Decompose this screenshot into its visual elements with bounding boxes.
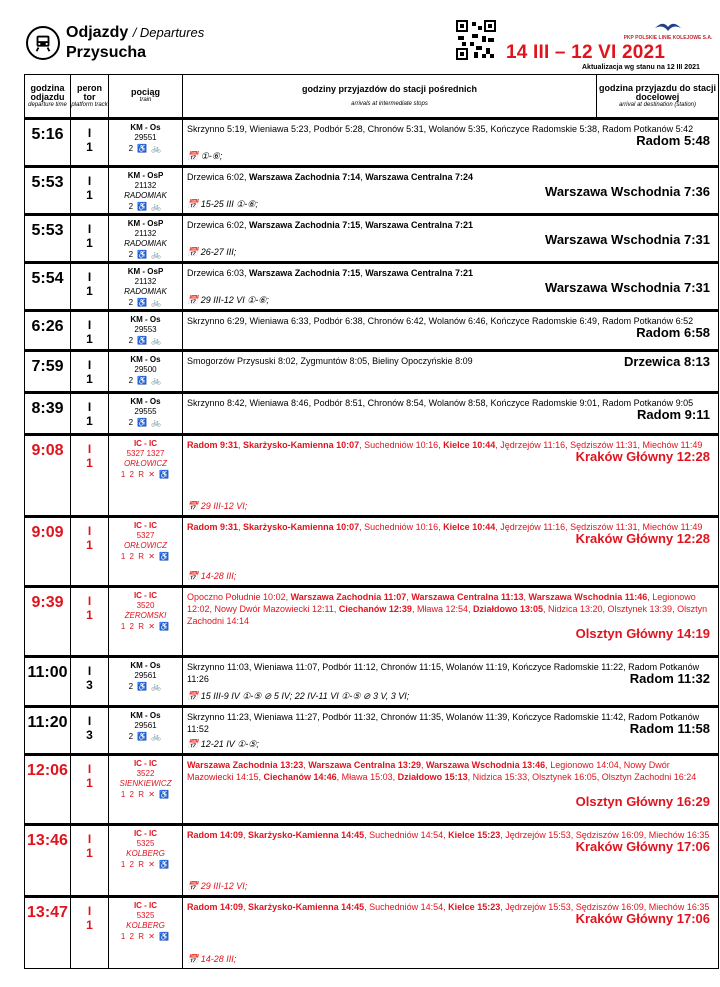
train-amenities-icon: 1 2 R ✕ ♿ xyxy=(120,860,171,869)
train-category: IC - IC xyxy=(133,759,158,768)
intermediate-stops: Skrzynno 5:19, Wieniawa 5:23, Podbór 5:28, Chronów 5:31, Wolanów 5:35, Kończyce Radomskie 5:38, Radom Potkanów 5:42 xyxy=(187,124,694,134)
train-category: IC - IC xyxy=(133,439,158,448)
page-title: Odjazdy / Departures xyxy=(66,24,205,41)
intermediate-stops: Skrzynno 11:03, Wieniawa 11:07, Podbór 11:12, Chronów 11:15, Wolanów 11:19, Kończyce Radomskie 11:22, Radom Potkanów 11:26 xyxy=(187,662,700,684)
train-name: RADOMIAK xyxy=(124,287,167,296)
intermediate-stops: Radom 14:09, Skarżysko-Kamienna 14:45, Suchedniów 14:54, Kielce 15:23, Jędrzejów 15:53, Sędziszów 16:09, Miechów 16:35 xyxy=(187,830,710,840)
calendar-note: 📅 14-28 III; xyxy=(187,571,237,581)
platform: I xyxy=(87,904,92,918)
destination-arrival: Radom 11:32 xyxy=(629,671,710,686)
track: 1 xyxy=(86,608,93,622)
intermediate-stops: Skrzynno 11:23, Wieniawa 11:27, Podbór 11:32, Chronów 11:35, Wolanów 11:39, Kończyce Radomskie 11:42, Radom Potkanów 11:52 xyxy=(187,712,700,734)
platform-track xyxy=(71,311,109,351)
train-number: 21132 xyxy=(134,181,157,190)
intermediate-stops-cell xyxy=(183,657,719,707)
platform-track xyxy=(71,587,109,657)
departure-time: 11:20 xyxy=(25,707,71,755)
train-number: 29500 xyxy=(134,365,157,374)
track: 1 xyxy=(86,284,93,298)
destination-arrival: Warszawa Wschodnia 7:31 xyxy=(545,280,710,295)
train-category: IC - IC xyxy=(133,829,158,838)
calendar-note: 📅 15-25 III ①-⑥; xyxy=(187,199,258,209)
train-number: 3522 xyxy=(136,769,155,778)
departure-row xyxy=(25,707,719,755)
departure-row xyxy=(25,587,719,657)
platform-track xyxy=(71,435,109,517)
train-amenities-icon: 2 ♿ 🚲 xyxy=(128,144,163,153)
departure-time: 13:46 xyxy=(25,825,71,897)
platform: I xyxy=(87,442,92,456)
track: 1 xyxy=(86,372,93,386)
departure-row xyxy=(25,393,719,435)
train-number: 3520 xyxy=(136,601,155,610)
platform: I xyxy=(87,832,92,846)
platform-track xyxy=(71,393,109,435)
departure-row xyxy=(25,119,719,167)
train-amenities-icon: 2 ♿ 🚲 xyxy=(128,298,163,307)
train-amenities-icon: 2 ♿ 🚲 xyxy=(128,418,163,427)
platform-track xyxy=(71,825,109,897)
train-amenities-icon: 1 2 R ✕ ♿ xyxy=(120,622,171,631)
train-info xyxy=(109,435,183,517)
train-info xyxy=(109,657,183,707)
train-category: KM - Os xyxy=(130,315,161,324)
intermediate-stops-cell xyxy=(183,755,719,825)
train-amenities-icon: 1 2 R ✕ ♿ xyxy=(120,470,171,479)
destination-arrival: Kraków Główny 17:06 xyxy=(575,911,710,926)
platform-track xyxy=(71,755,109,825)
train-category: KM - Os xyxy=(130,661,161,670)
train-category: IC - IC xyxy=(133,591,158,600)
destination-arrival: Kraków Główny 12:28 xyxy=(575,449,710,464)
validity-dates: 14 III – 12 VI 2021 xyxy=(506,42,666,63)
train-category: KM - OsP xyxy=(127,171,164,180)
calendar-note: 📅 ①-⑥; xyxy=(187,151,223,161)
train-name: ŻEROMSKI xyxy=(124,611,167,620)
departure-row xyxy=(25,215,719,263)
train-category: KM - Os xyxy=(130,123,161,132)
platform-track xyxy=(71,215,109,263)
platform: I xyxy=(87,222,92,236)
train-category: KM - OsP xyxy=(127,267,164,276)
col-stops: godziny przyjazdów do stacji pośrednich arrivals at intermediate stops xyxy=(183,75,597,119)
platform: I xyxy=(87,174,92,188)
train-info xyxy=(109,825,183,897)
intermediate-stops: Drzewica 6:02, Warszawa Zachodnia 7:14, Warszawa Centralna 7:24 xyxy=(187,172,473,182)
update-note: Aktualizacja wg stanu na 12 III 2021 xyxy=(582,64,700,71)
intermediate-stops: Skrzynno 6:29, Wieniawa 6:33, Podbór 6:38, Chronów 6:42, Wolanów 6:46, Kończyce Radomskie 6:49, Radom Potkanów 6:52 xyxy=(187,316,694,326)
platform-track xyxy=(71,351,109,393)
train-info xyxy=(109,119,183,167)
calendar-note: 📅 12-21 IV ①-⑤; xyxy=(187,739,259,749)
platform: I xyxy=(87,762,92,776)
train-info xyxy=(109,351,183,393)
pkp-bird-icon xyxy=(653,20,683,34)
intermediate-stops-cell xyxy=(183,517,719,587)
train-name: ORŁOWICZ xyxy=(123,459,168,468)
departure-time: 5:53 xyxy=(25,215,71,263)
intermediate-stops-cell xyxy=(183,311,719,351)
departure-time: 5:53 xyxy=(25,167,71,215)
departure-row xyxy=(25,351,719,393)
intermediate-stops-cell xyxy=(183,215,719,263)
platform: I xyxy=(87,358,92,372)
departure-time: 6:26 xyxy=(25,311,71,351)
train-number: 5325 xyxy=(136,839,155,848)
intermediate-stops: Radom 9:31, Skarżysko-Kamienna 10:07, Suchedniów 10:16, Kielce 10:44, Jędrzejów 11:16, Sędziszów 11:31, Miechów 11:49 xyxy=(187,522,703,532)
platform-track xyxy=(71,167,109,215)
intermediate-stops: Radom 14:09, Skarżysko-Kamienna 14:45, Suchedniów 14:54, Kielce 15:23, Jędrzejów 15:53, Sędziszów 16:09, Miechów 16:35 xyxy=(187,902,710,912)
train-number: 29555 xyxy=(134,407,157,416)
train-number: 29551 xyxy=(134,133,157,142)
platform: I xyxy=(87,714,92,728)
train-amenities-icon: 1 2 R ✕ ♿ xyxy=(120,932,171,941)
destination-arrival: Warszawa Wschodnia 7:36 xyxy=(545,184,710,199)
track: 1 xyxy=(86,776,93,790)
departure-time: 13:47 xyxy=(25,897,71,969)
train-info xyxy=(109,587,183,657)
departure-time: 9:09 xyxy=(25,517,71,587)
train-info xyxy=(109,517,183,587)
train-number: 5327 xyxy=(136,531,155,540)
train-category: KM - Os xyxy=(130,355,161,364)
destination-arrival: Drzewica 8:13 xyxy=(624,354,710,369)
train-number: 21132 xyxy=(134,229,157,238)
calendar-note: 📅 14-28 III; xyxy=(187,954,237,964)
intermediate-stops: Warszawa Zachodnia 13:23, Warszawa Centralna 13:29, Warszawa Wschodnia 13:46, Legionowo 14:04, Nowy Dwór Mazowiecki 14:15, Ciechanów 14:46, Mława 15:03, Działdowo 15:13, Nidzica 15:33, Olsztynek 16:05, Olsztyn Zachodni 16:24 xyxy=(187,760,697,782)
train-number: 29561 xyxy=(134,721,157,730)
train-category: IC - IC xyxy=(133,901,158,910)
train-name: RADOMIAK xyxy=(124,239,167,248)
train-category: KM - OsP xyxy=(127,219,164,228)
track: 1 xyxy=(86,140,93,154)
departure-row xyxy=(25,825,719,897)
platform: I xyxy=(87,126,92,140)
departure-row xyxy=(25,311,719,351)
train-name: RADOMIAK xyxy=(124,191,167,200)
destination-arrival: Radom 9:11 xyxy=(637,407,710,422)
train-info xyxy=(109,755,183,825)
track: 1 xyxy=(86,538,93,552)
intermediate-stops: Radom 9:31, Skarżysko-Kamienna 10:07, Suchedniów 10:16, Kielce 10:44, Jędrzejów 11:16, Sędziszów 11:31, Miechów 11:49 xyxy=(187,440,703,450)
train-amenities-icon: 2 ♿ 🚲 xyxy=(128,732,163,741)
station-name: Przysucha xyxy=(66,44,147,61)
intermediate-stops-cell xyxy=(183,351,719,393)
train-amenities-icon: 2 ♿ 🚲 xyxy=(128,336,163,345)
train-info xyxy=(109,897,183,969)
track: 1 xyxy=(86,188,93,202)
departure-row xyxy=(25,517,719,587)
train-info xyxy=(109,263,183,311)
intermediate-stops-cell xyxy=(183,167,719,215)
train-number: 29553 xyxy=(134,325,157,334)
train-info xyxy=(109,707,183,755)
col-destination: godzina przyjazdu do stacji docelowej arrival at destination (station) xyxy=(597,75,719,119)
destination-arrival: Kraków Główny 12:28 xyxy=(575,531,710,546)
train-category: IC - IC xyxy=(133,521,158,530)
track: 1 xyxy=(86,414,93,428)
track: 3 xyxy=(86,678,93,692)
platform-track xyxy=(71,657,109,707)
platform-track xyxy=(71,119,109,167)
intermediate-stops: Skrzynno 8:42, Wieniawa 8:46, Podbór 8:51, Chronów 8:54, Wolanów 8:58, Kończyce Radomskie 9:01, Radom Potkanów 9:05 xyxy=(187,398,694,408)
destination-arrival: Radom 5:48 xyxy=(636,133,710,148)
calendar-note: 📅 29 III-12 VI; xyxy=(187,501,248,511)
track: 1 xyxy=(86,332,93,346)
track: 1 xyxy=(86,456,93,470)
col-train: pociąg train xyxy=(109,75,183,119)
train-number: 5327 1327 xyxy=(126,449,165,458)
platform: I xyxy=(87,594,92,608)
calendar-note: 📅 29 III-12 VI ①-⑥; xyxy=(187,295,269,305)
intermediate-stops-cell xyxy=(183,707,719,755)
intermediate-stops-cell xyxy=(183,435,719,517)
track: 1 xyxy=(86,846,93,860)
page-header xyxy=(26,18,718,74)
departure-row xyxy=(25,167,719,215)
platform: I xyxy=(87,664,92,678)
intermediate-stops: Drzewica 6:02, Warszawa Zachodnia 7:15, Warszawa Centralna 7:21 xyxy=(187,220,473,230)
destination-arrival: Warszawa Wschodnia 7:31 xyxy=(545,232,710,247)
train-amenities-icon: 2 ♿ 🚲 xyxy=(128,682,163,691)
train-amenities-icon: 2 ♿ 🚲 xyxy=(128,250,163,259)
intermediate-stops-cell xyxy=(183,263,719,311)
train-category: KM - Os xyxy=(130,397,161,406)
departure-time: 8:39 xyxy=(25,393,71,435)
destination-arrival: Radom 6:58 xyxy=(636,325,710,340)
intermediate-stops-cell xyxy=(183,587,719,657)
departures-table xyxy=(24,74,719,969)
platform: I xyxy=(87,524,92,538)
platform-track xyxy=(71,707,109,755)
train-category: KM - Os xyxy=(130,711,161,720)
train-name: ORŁOWICZ xyxy=(123,541,168,550)
calendar-note: 📅 29 III-12 VI; xyxy=(187,881,248,891)
departure-row xyxy=(25,263,719,311)
train-name: KOLBERG xyxy=(126,849,165,858)
train-logo-icon xyxy=(26,26,60,60)
track: 1 xyxy=(86,918,93,932)
departure-row xyxy=(25,755,719,825)
platform-track xyxy=(71,517,109,587)
intermediate-stops-cell xyxy=(183,119,719,167)
track: 3 xyxy=(86,728,93,742)
calendar-note: 📅 26-27 III; xyxy=(187,247,237,257)
departure-time: 9:08 xyxy=(25,435,71,517)
intermediate-stops-cell xyxy=(183,897,719,969)
destination-arrival: Kraków Główny 17:06 xyxy=(575,839,710,854)
qr-code-icon xyxy=(456,20,496,60)
train-info xyxy=(109,393,183,435)
train-number: 5325 xyxy=(136,911,155,920)
platform: I xyxy=(87,318,92,332)
train-number: 21132 xyxy=(134,277,157,286)
platform-track xyxy=(71,897,109,969)
intermediate-stops-cell xyxy=(183,393,719,435)
train-amenities-icon: 2 ♿ 🚲 xyxy=(128,376,163,385)
departure-time: 11:00 xyxy=(25,657,71,707)
train-amenities-icon: 1 2 R ✕ ♿ xyxy=(120,552,171,561)
departure-row xyxy=(25,897,719,969)
departure-time: 7:59 xyxy=(25,351,71,393)
departure-time: 12:06 xyxy=(25,755,71,825)
pkp-logo: PKP POLSKIE LINIE KOLEJOWE S.A. xyxy=(618,20,718,41)
intermediate-stops: Opoczno Południe 10:02, Warszawa Zachodnia 11:07, Warszawa Centralna 11:13, Warszawa Wschodnia 11:46, Legionowo 12:02, Nowy Dwór Mazowiecki 12:11, Ciechanów 12:39, Mława 12:54, Działdowo 13:05, Nidzica 13:20, Olsztynek 13:39, Olsztyn Zachodni 14:14 xyxy=(187,592,708,626)
departure-row xyxy=(25,657,719,707)
intermediate-stops: Drzewica 6:03, Warszawa Zachodnia 7:15, Warszawa Centralna 7:21 xyxy=(187,268,473,278)
col-platform: peron tor platform track xyxy=(71,75,109,119)
intermediate-stops: Smogorzów Przysuski 8:02, Zygmuntów 8:05, Bieliny Opoczyńskie 8:09 xyxy=(187,356,473,366)
platform-track xyxy=(71,263,109,311)
train-info xyxy=(109,311,183,351)
platform: I xyxy=(87,400,92,414)
calendar-note: 📅 15 III-9 IV ①-⑤ ⊘ 5 IV; 22 IV-11 VI ①-⑤ ⊘ 3 V, 3 VI; xyxy=(187,691,410,701)
col-time: godzina odjazdu departure time xyxy=(25,75,71,119)
departure-time: 9:39 xyxy=(25,587,71,657)
destination-arrival: Olsztyn Główny 16:29 xyxy=(575,794,710,809)
intermediate-stops-cell xyxy=(183,825,719,897)
destination-arrival: Olsztyn Główny 14:19 xyxy=(575,626,710,641)
train-amenities-icon: 1 2 R ✕ ♿ xyxy=(120,790,171,799)
departure-time: 5:54 xyxy=(25,263,71,311)
platform: I xyxy=(87,270,92,284)
train-number: 29561 xyxy=(134,671,157,680)
destination-arrival: Radom 11:58 xyxy=(629,721,710,736)
train-info xyxy=(109,215,183,263)
departure-time: 5:16 xyxy=(25,119,71,167)
track: 1 xyxy=(86,236,93,250)
train-info xyxy=(109,167,183,215)
train-name: KOLBERG xyxy=(126,921,165,930)
train-amenities-icon: 2 ♿ 🚲 xyxy=(128,202,163,211)
train-name: SIENKIEWICZ xyxy=(119,779,172,788)
departure-row xyxy=(25,435,719,517)
